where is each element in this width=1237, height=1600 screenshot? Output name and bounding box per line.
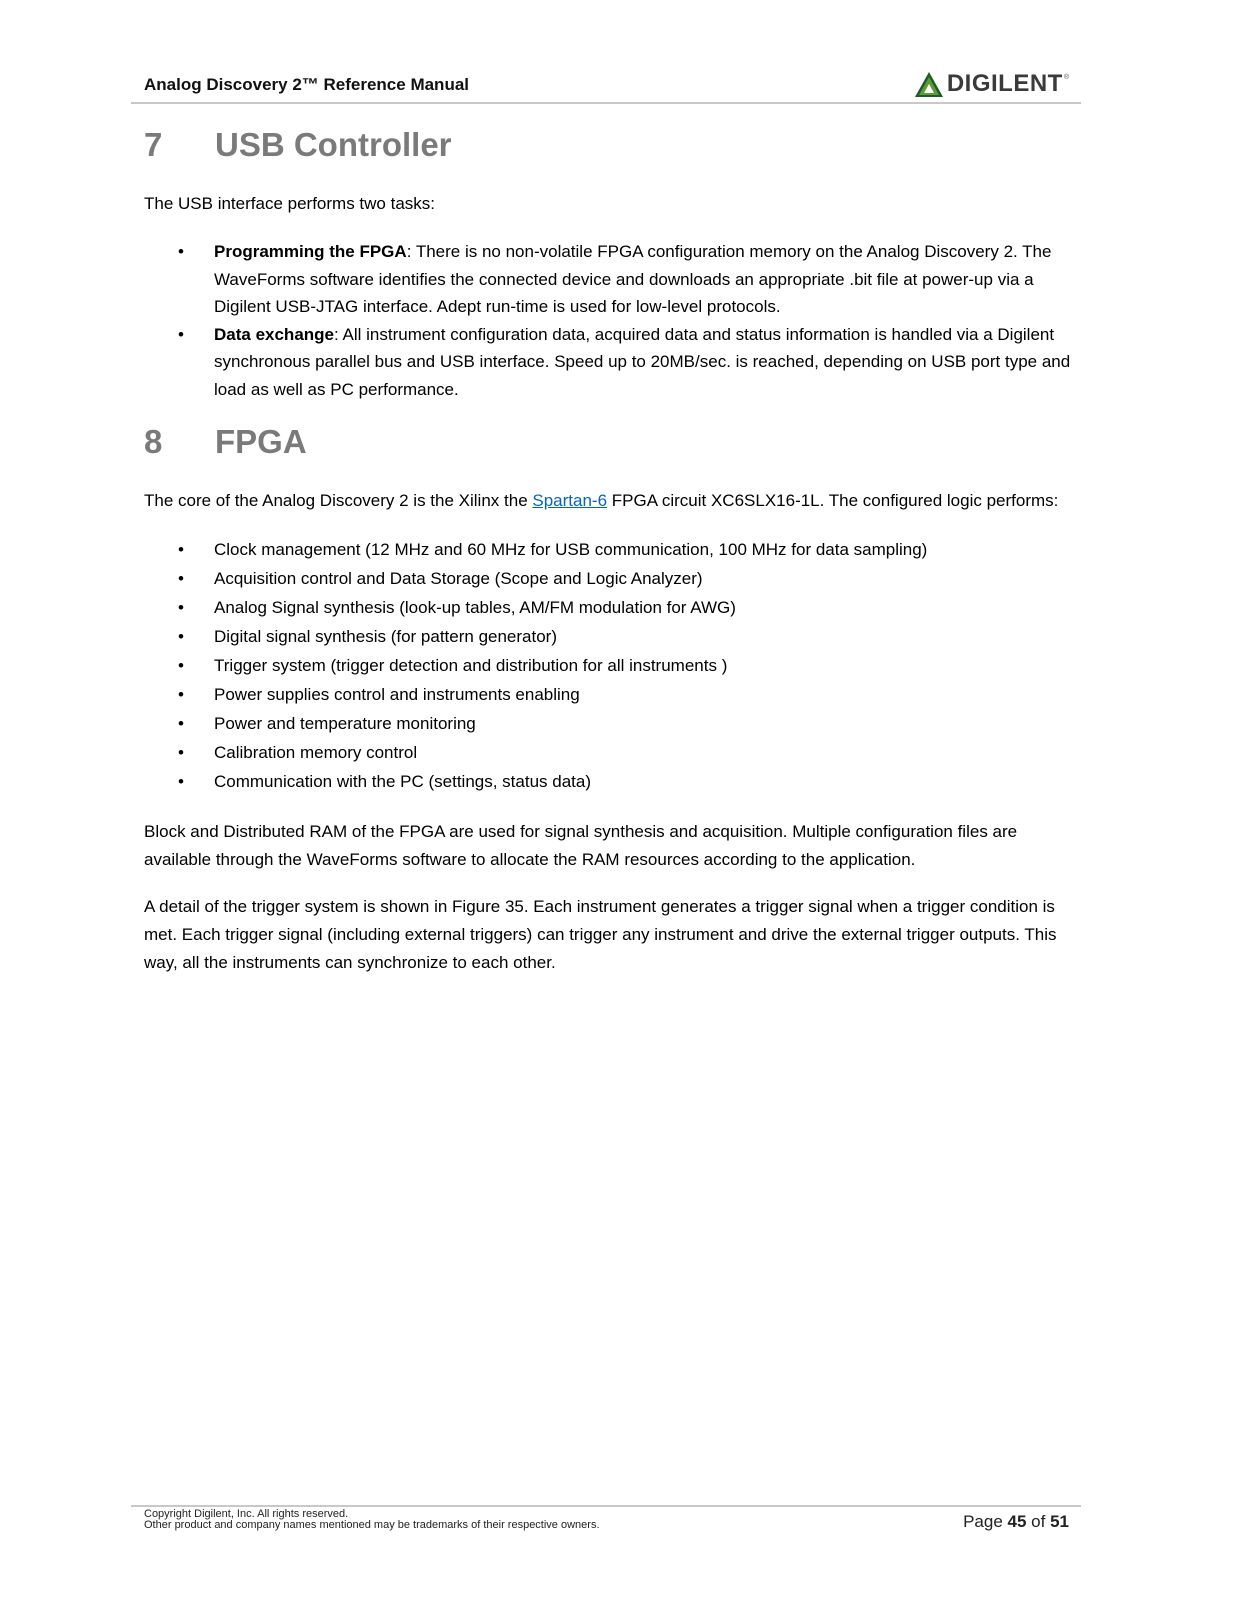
list-item	[144, 738, 1074, 767]
total-pages: 51	[1050, 1512, 1069, 1531]
usb-task-list	[144, 238, 1074, 403]
bullet: •	[178, 627, 184, 646]
bullet: •	[178, 656, 184, 675]
list-item-text: Analog Signal synthesis (look-up tables, AM/FM modulation for AWG)	[214, 598, 736, 617]
list-item-text: Power supplies control and instruments enabling	[214, 685, 580, 704]
fpga-function-list	[144, 535, 1074, 796]
list-item-text: Digital signal synthesis (for pattern generator)	[214, 627, 557, 646]
digilent-triangle-icon	[914, 71, 944, 98]
bullet: •	[178, 772, 184, 791]
logo-wordmark: DIGILENT	[946, 70, 1063, 97]
list-item-text: Clock management (12 MHz and 60 MHz for USB communication, 100 MHz for data sampling)	[214, 540, 928, 559]
page-number: Page 45 of 51	[963, 1512, 1069, 1531]
page-content	[144, 120, 1074, 977]
page-header	[131, 66, 1081, 104]
section-number: 8	[144, 423, 163, 460]
bullet: •	[178, 569, 184, 588]
list-item-text: Acquisition control and Data Storage (Scope and Logic Analyzer)	[214, 569, 703, 588]
list-item	[144, 535, 1074, 564]
document-title: Analog Discovery 2™ Reference Manual	[144, 75, 470, 94]
bullet: •	[178, 685, 184, 704]
ram-paragraph: Block and Distributed RAM of the FPGA are used for signal synthesis and acquisition. Multiple configuration files are available through the WaveForms software to allocate the RAM resources according to the application.	[144, 822, 1018, 869]
bullet: •	[178, 743, 184, 762]
task-description: : All instrument configuration data, acquired data and status information is handled via a Digilent synchronous parallel bus and USB interface. Speed up to 20MB/sec. is reached, depending on USB port type and load as well as PC performance.	[214, 324, 1071, 399]
list-item-text: Calibration memory control	[214, 743, 418, 762]
intro-text: The core of the Analog Discovery 2 is the Xilinx the	[144, 491, 533, 510]
copyright-notice: Copyright Digilent, Inc. All rights reserved.	[144, 1508, 349, 1520]
bullet: •	[178, 540, 184, 559]
task-term: Programming the FPGA	[214, 242, 407, 261]
list-item	[144, 651, 1074, 680]
list-item-text: Communication with the PC (settings, status data)	[214, 772, 591, 791]
section-8-intro	[144, 487, 1074, 515]
list-item	[144, 238, 1074, 321]
current-page: 45	[1007, 1512, 1027, 1531]
page-footer	[131, 1505, 1081, 1531]
section-title: FPGA	[215, 423, 307, 460]
section-title: USB Controller	[215, 126, 452, 163]
section-7-intro: The USB interface performs two tasks:	[144, 194, 435, 213]
section-8-heading	[144, 423, 1074, 461]
list-item	[144, 564, 1074, 593]
task-term: Data exchange	[214, 324, 334, 344]
trigger-paragraph: A detail of the trigger system is shown in Figure 35. Each instrument generates a trigger signal when a trigger condition is met. Each trigger signal (including external triggers) can trigger any instrument and drive the external trigger outputs. This way, all the instruments can synchronize to each other.	[144, 897, 1057, 972]
spartan-6-link[interactable]: Spartan-6	[532, 491, 608, 510]
list-item-text: Trigger system (trigger detection and distribution for all instruments )	[214, 656, 728, 675]
bullet: •	[178, 324, 184, 344]
bullet: •	[178, 242, 184, 261]
task-description: : There is no non-volatile FPGA configuration memory on the Analog Discovery 2. The WaveForms software identifies the connected device and downloads an appropriate .bit file at power-up via a Digilent USB-JTAG interface. Adept run-time is used for low-level protocols.	[214, 242, 1052, 316]
list-item	[144, 593, 1074, 622]
registered-mark: ®	[1063, 74, 1069, 81]
bullet: •	[178, 598, 184, 617]
list-item	[144, 709, 1074, 738]
list-item	[144, 767, 1074, 796]
section-7-heading	[144, 126, 1074, 164]
list-item	[144, 622, 1074, 651]
digilent-logo	[914, 70, 1069, 98]
trademark-notice: Other product and company names mentioned may be trademarks of their respective owners.	[144, 1519, 600, 1531]
list-item-text: Power and temperature monitoring	[214, 714, 476, 733]
intro-text: FPGA circuit XC6SLX16-1L. The configured logic performs:	[607, 491, 1059, 510]
list-item	[144, 680, 1074, 709]
list-item	[144, 321, 1074, 404]
section-number: 7	[144, 126, 163, 163]
bullet: •	[178, 714, 184, 733]
